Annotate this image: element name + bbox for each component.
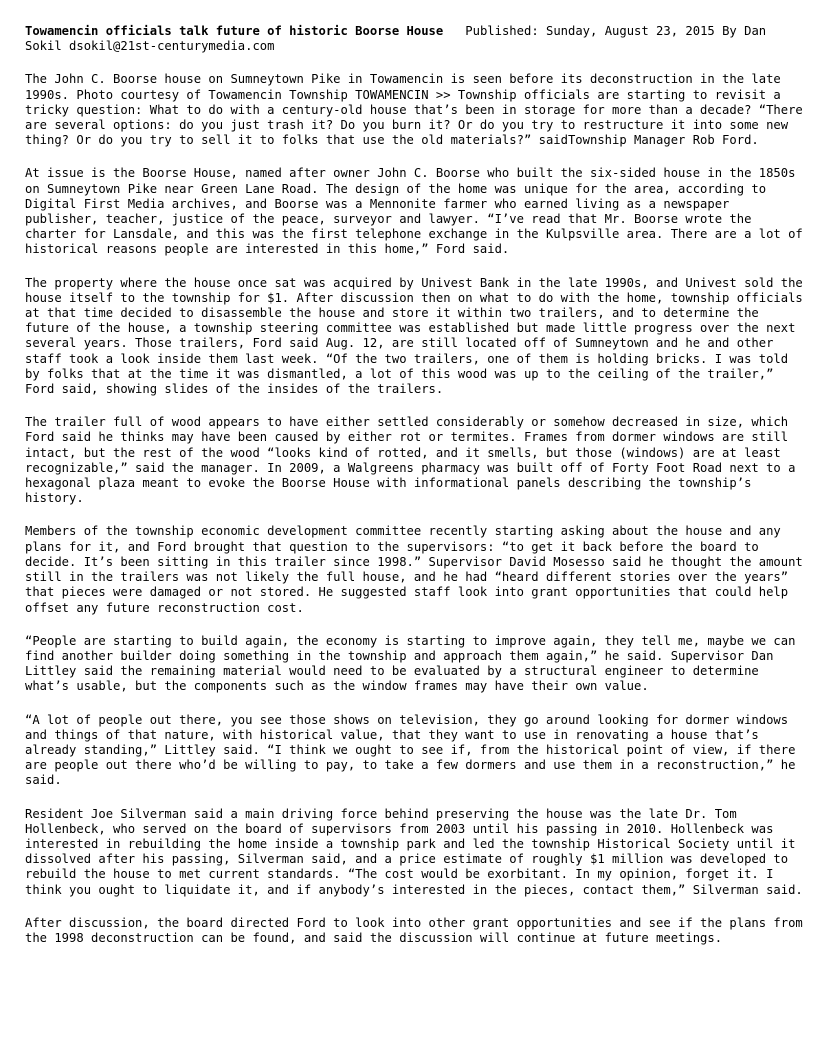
article-byline-text: Published: Sunday, August 23, 2015 By Dan Sokil dsokil@21st-centurymedia.com bbox=[25, 24, 767, 54]
article-paragraph-3: The property where the house once sat was acquired by Univest Bank in the late 1990s, and Univest sold the house itself to the township for $1. After discussion then on what to do with the home, township officials at that time decided to disassemble the house and store it within two trailers, and to determine the future of the house, a township steering committee was established but made little progress over the next several years. Those trailers, Ford said Aug. 12, are still located off of Sumneytown and he and other staff took a look inside them last week. “Of the two trailers, one of them is holding bricks. I was told by folks that at the time it was dismantled, a lot of this wood was up to the ceiling of the trailer,” Ford said, showing slides of the insides of the trailers. bbox=[25, 275, 803, 397]
article-paragraph-4: The trailer full of wood appears to have either settled considerably or somehow decreased in size, which Ford said he thinks may have been caused by either rot or termites. Frames from dormer windows are still intact, but the rest of the wood “looks kind of rotted, and it smells, but those (windows) are at least recognizable,” said the manager. In 2009, a Walgreens pharmacy was built off of Forty Foot Road next to a hexagonal plaza meant to evoke the Boorse House with informational panels describing the township’s history. bbox=[25, 415, 796, 506]
article-paragraph-8: Resident Joe Silverman said a main driving force behind preserving the house was the late Dr. Tom Hollenbeck, who served on the board of supervisors from 2003 until his passing in 2010. Hollenbeck was interested in rebuilding the home inside a township park and led the township Historical Society until it dissolved after his passing, Silverman said, and a price estimate of roughly $1 million was developed to rebuild the house to met current standards. “The cost would be exorbitant. In my opinion, forget it. I think you ought to liquidate it, and if anybody’s interested in the pieces, contact them,” Silverman said. bbox=[25, 806, 803, 897]
article-paragraph-6: “People are starting to build again, the economy is starting to improve again, they tell me, maybe we can find another builder doing something in the township and approach them again,” he said. Supervisor Dan Littley said the remaining material would need to be evaluated by a structural engineer to determine what’s usable, but the components such as the window frames may have their own value. bbox=[25, 633, 796, 694]
article-paragraph-7: “A lot of people out there, you see those shows on television, they go around looking for dormer windows and things of that nature, with historical value, that they want to use in renovating a house that’s already standing,” Littley said. “I think we ought to see if, from the historical point of view, if there are people out there who’d be willing to pay, to take a few dormers and use them in a reconstruction,” he said. bbox=[25, 712, 796, 788]
article-headline: Towamencin officials talk future of historic Boorse House bbox=[25, 24, 444, 38]
article-header bbox=[25, 24, 803, 54]
article-paragraph-2: At issue is the Boorse House, named after owner John C. Boorse who built the six-sided house in the 1850s on Sumneytown Pike near Green Lane Road. The design of the home was unique for the area, according to Digital First Media archives, and Boorse was a Mennonite farmer who earned living as a newspaper publisher, teacher, justice of the peace, surveyor and lawyer. “I’ve read that Mr. Boorse wrote the charter for Lansdale, and this was the first telephone exchange in the Kulpsville area. There are a lot of historical reasons people are interested in this home,” Ford said. bbox=[25, 166, 803, 257]
article-paragraph-5: Members of the township economic development committee recently starting asking about the house and any plans for it, and Ford brought that question to the supervisors: “to get it back before the board to decide. It’s been sitting in this trailer since 1998.” Supervisor David Mosesso said he thought the amount still in the trailers was not likely the full house, and he had “heard different stories over the years” that pieces were damaged or not stored. He suggested staff look into grant opportunities that could help offset any future reconstruction cost. bbox=[25, 524, 803, 615]
article-paragraph-1: The John C. Boorse house on Sumneytown Pike in Towamencin is seen before its deconstruction in the late 1990s. Photo courtesy of Towamencin Township TOWAMENCIN >> Township officials are starting to revisit a tricky question: What to do with a century-old house that’s been in storage for more than a decade? “There are several options: do you just trash it? Do you burn it? Or do you try to restructure it into some new thing? Or do you try to sell it to folks that use the old materials?” saidTownship Manager Rob Ford. bbox=[25, 72, 803, 148]
article-page bbox=[25, 24, 803, 964]
article-paragraph-9: After discussion, the board directed Ford to look into other grant opportunities and see if the plans from the 1998 deconstruction can be found, and said the discussion will continue at future meetings. bbox=[25, 915, 803, 945]
